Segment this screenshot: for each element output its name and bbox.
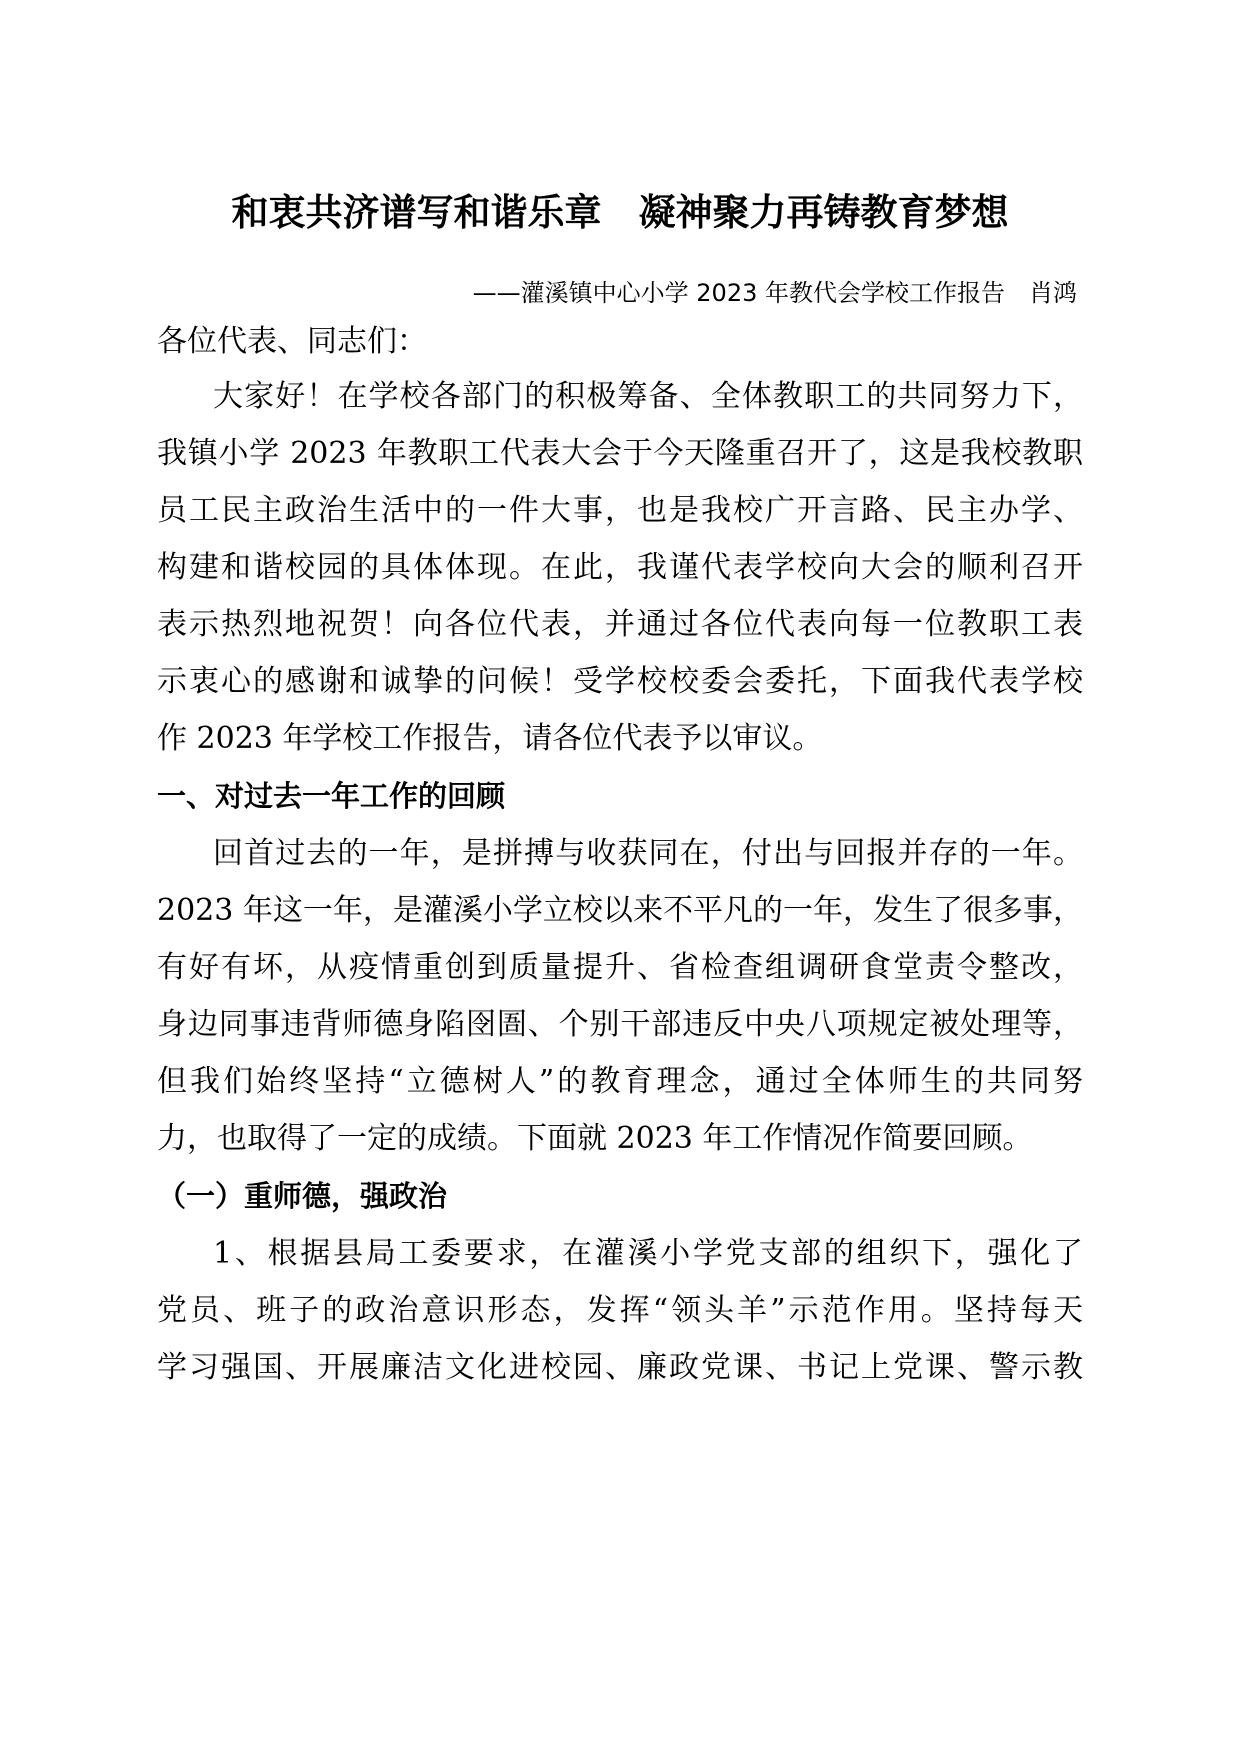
paragraph-line: 大家好！在学校各部门的积极筹备、全体教职工的共同努力下， — [213, 379, 1083, 414]
paragraph-line: 构建和谐校园的具体体现。在此，我谨代表学校向大会的顺利召开 — [157, 550, 1083, 585]
paragraph-line: 但我们始终坚持“立德树人”的教育理念，通过全体师生的共同努 — [157, 1064, 1083, 1099]
paragraph-line: 党员、班子的政治意识形态，发挥“领头羊”示范作用。坚持每天 — [157, 1293, 1083, 1328]
document-title: 和衷共济谱写和谐乐章 凝神聚力再铸教育梦想 — [231, 191, 1009, 234]
paragraph-line: 身边同事违背师德身陷囹圄、个别干部违反中央八项规定被处理等， — [157, 1007, 1083, 1042]
subsection-heading: （一）重师德，强政治 — [157, 1179, 448, 1213]
paragraph-line: 回首过去的一年，是拼搏与收获同在，付出与回报并存的一年。 — [213, 836, 1083, 871]
paragraph-line: 作 2023 年学校工作报告，请各位代表予以审议。 — [157, 721, 823, 756]
paragraph-line: 力，也取得了一定的成绩。下面就 2023 年工作情况作简要回顾。 — [157, 1121, 1033, 1156]
paragraph-line: 表示热烈地祝贺！向各位代表，并通过各位代表向每一位教职工表 — [157, 607, 1083, 642]
document-subtitle: ——灌溪镇中心小学 2023 年教代会学校工作报告 肖鸿 — [472, 279, 1077, 307]
paragraph-line: 有好有坏，从疫情重创到质量提升、省检查组调研食堂责令整改， — [157, 950, 1083, 985]
paragraph-line: 示衷心的感谢和诚挚的问候！受学校校委会委托，下面我代表学校 — [157, 664, 1083, 699]
paragraph-line: 1、根据县局工委要求，在灌溪小学党支部的组织下，强化了 — [213, 1236, 1083, 1271]
paragraph-line: 员工民主政治生活中的一件大事，也是我校广开言路、民主办学、 — [157, 493, 1083, 528]
paragraph-line: 2023 年这一年，是灌溪小学立校以来不平凡的一年，发生了很多事， — [157, 893, 1083, 928]
paragraph-line: 我镇小学 2023 年教职工代表大会于今天隆重召开了，这是我校教职 — [157, 436, 1083, 471]
paragraph-line: 学习强国、开展廉洁文化进校园、廉政党课、书记上党课、警示教 — [157, 1350, 1083, 1385]
section-heading: 一、对过去一年工作的回顾 — [157, 779, 506, 813]
salutation: 各位代表、同志们： — [157, 324, 427, 359]
